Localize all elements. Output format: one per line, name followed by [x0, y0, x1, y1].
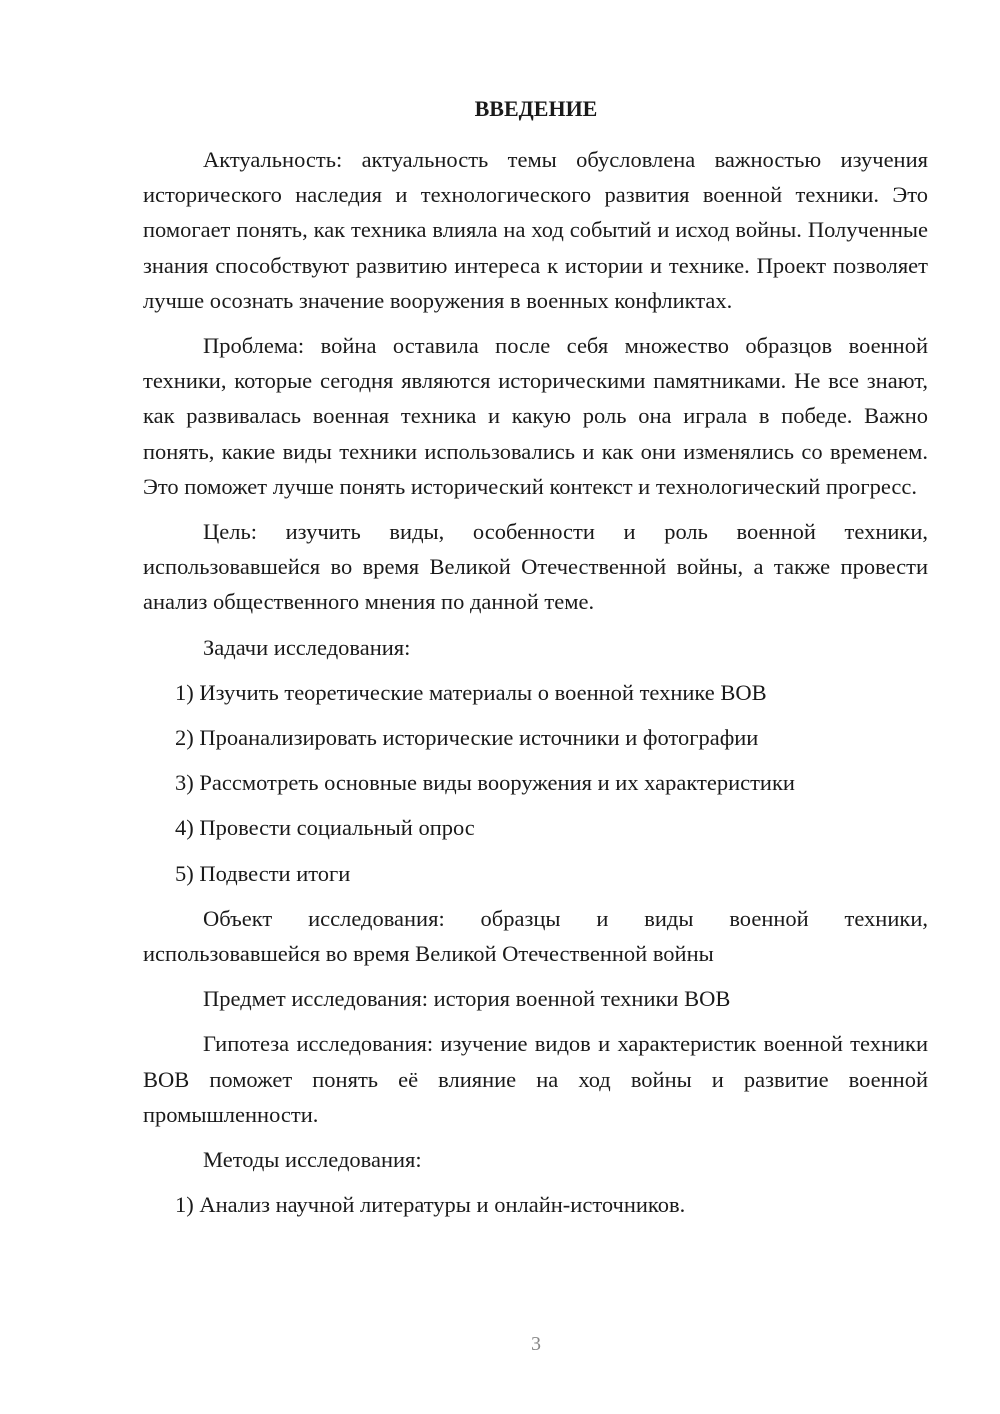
methods-heading: Методы исследования: — [203, 1147, 422, 1173]
paragraph-hypothesis: Гипотеза исследования: изучение видов и характеристик военной техники ВОВ поможет понять её влияние на ход войны и развитие военной промышленности. — [143, 1031, 928, 1127]
task-item: 1) Изучить теоретические материалы о военной технике ВОВ — [175, 679, 767, 705]
paragraph-problem: Проблема: война оставила после себя множество образцов военной техники, которые сегодня являются историческими памятниками. Не все знают, как развивалась военная техника и какую роль она играла в победе. Важно понять, какие виды техники использовались и как они изменялись со временем. Это поможет лучше понять исторический контекст и технологический прогресс. — [143, 333, 928, 499]
task-item: 5) Подвести итоги — [175, 860, 351, 886]
tasks-heading: Задачи исследования: — [203, 634, 411, 660]
page-number: 3 — [531, 1333, 541, 1355]
paragraph-object: Объект исследования: образцы и виды военной техники, использовавшейся во время Великой Отечественной войны — [143, 905, 928, 967]
method-item: 1) Анализ научной литературы и онлайн-источников. — [175, 1192, 686, 1218]
page-title: ВВЕДЕНИЕ — [474, 96, 598, 121]
paragraph-subject: Предмет исследования: история военной техники ВОВ — [203, 986, 731, 1012]
paragraph-goal: Цель: изучить виды, особенности и роль военной техники, использовавшейся во время Великой Отечественной войны, а также провести анализ общественного мнения по данной теме. — [143, 519, 928, 615]
task-item: 4) Провести социальный опрос — [175, 815, 475, 841]
task-item: 3) Рассмотреть основные виды вооружения и их характеристики — [175, 770, 795, 796]
paragraph-relevance: Актуальность: актуальность темы обусловлена важностью изучения исторического наследия и технологического развития военной техники. Это помогает понять, как техника влияла на ход событий и исход войны. Полученные знания способствуют развитию интереса к истории и технике. Проект позволяет лучше осознать значение вооружения в военных конфликтах. — [143, 147, 928, 313]
task-item: 2) Проанализировать исторические источники и фотографии — [175, 725, 759, 751]
document-body — [143, 142, 928, 1232]
